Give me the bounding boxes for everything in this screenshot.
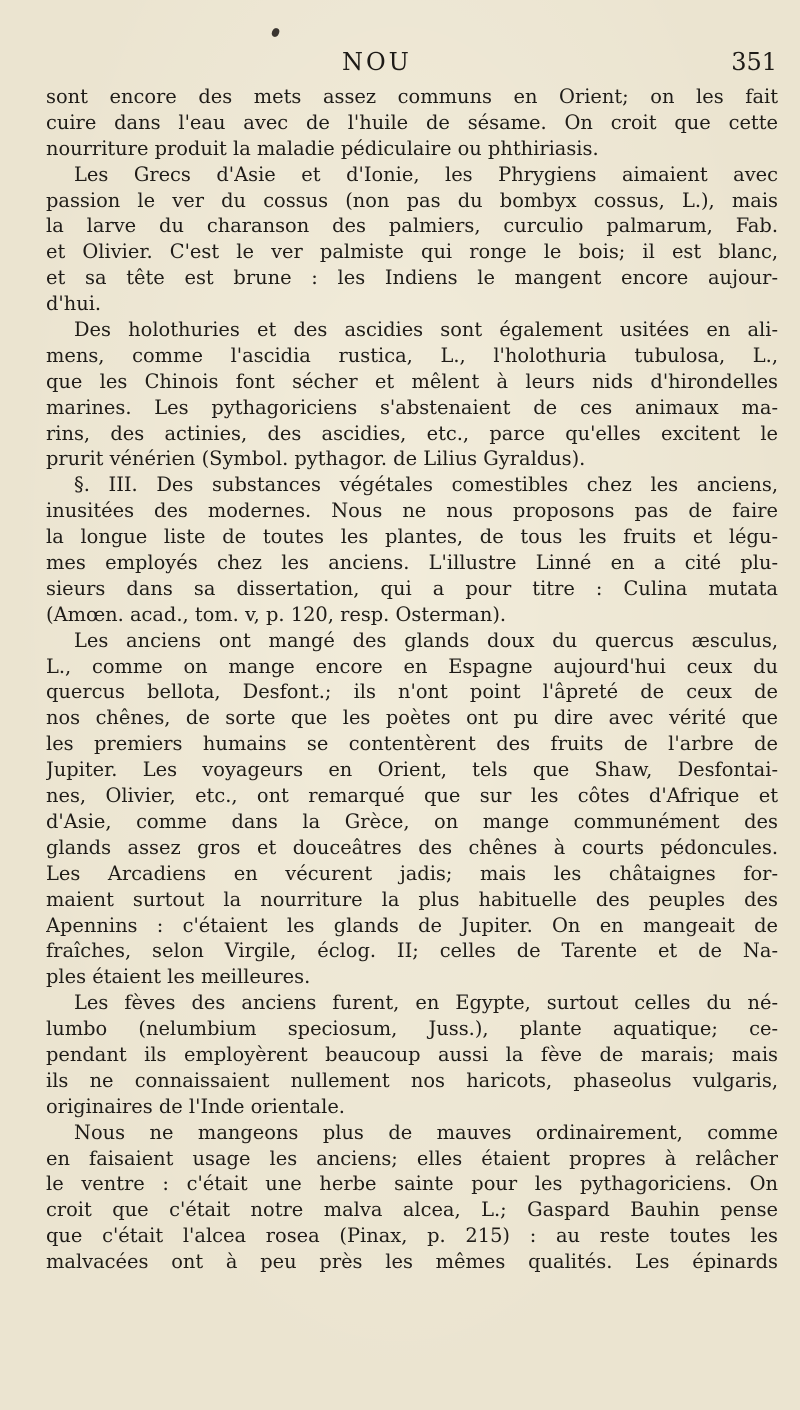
text-line: nourriture produit la maladie pédiculaire ou phthiriasis. — [46, 136, 599, 160]
text-line: Des holothuries et des ascidies sont également usitées en ali- — [74, 318, 778, 342]
text-line: que c'était l'alcea rosea (Pinax, p. 215) : au reste toutes les — [46, 1224, 778, 1248]
text-line: rins, des actinies, des ascidies, etc., parce qu'elles excitent le — [46, 421, 778, 445]
text-line: prurit vénérien (Symbol. pythagor. de Lilius Gyraldus). — [46, 447, 586, 471]
text-line: la larve du charanson des palmiers, curculio palmarum, Fab. — [46, 214, 778, 238]
text-line: cuire dans l'eau avec de l'huile de sésame. On croit que cette — [46, 110, 778, 134]
text-line: ples étaient les meilleures. — [46, 965, 311, 989]
running-header — [46, 48, 781, 82]
text-line: maient surtout la nourriture la plus habituelle des peuples des — [46, 887, 778, 911]
text-line: Les anciens ont mangé des glands doux du quercus æsculus, — [74, 628, 778, 652]
text-line: mes employés chez les anciens. L'illustre Linné en a cité plu- — [46, 551, 778, 575]
paragraph — [46, 162, 778, 317]
body-text — [46, 84, 778, 1275]
text-line: (Amœn. acad., tom. v, p. 120, resp. Osterman). — [46, 602, 507, 626]
text-line: originaires de l'Inde orientale. — [46, 1094, 345, 1118]
text-line: que les Chinois font sécher et mêlent à leurs nids d'hirondelles — [46, 369, 778, 393]
text-line: mens, comme l'ascidia rustica, L., l'holothuria tubulosa, L., — [46, 343, 778, 367]
text-line: croit que c'était notre malva alcea, L.; Gaspard Bauhin pense — [46, 1198, 778, 1222]
text-line: inusitées des modernes. Nous ne nous proposons pas de faire — [46, 499, 778, 523]
text-line: sont encore des mets assez communs en Orient; on les fait — [46, 85, 778, 108]
text-line: pendant ils employèrent beaucoup aussi la fève de marais; mais — [46, 1042, 778, 1066]
text-line: et Olivier. C'est le ver palmiste qui ronge le bois; il est blanc, — [46, 240, 778, 264]
text-line: le ventre : c'était une herbe sainte pour les pythagoriciens. On — [46, 1172, 778, 1196]
paragraph — [46, 1120, 778, 1275]
text-line: sieurs dans sa dissertation, qui a pour titre : Culina mutata — [46, 576, 778, 600]
paragraph — [46, 628, 778, 990]
text-line: L., comme on mange encore en Espagne aujourd'hui ceux du — [46, 654, 778, 678]
text-line: Les fèves des anciens furent, en Egypte, surtout celles du né- — [74, 991, 778, 1015]
text-line: quercus bellota, Desfont.; ils n'ont point l'âpreté de ceux de — [46, 680, 778, 704]
page-number: 351 — [731, 48, 777, 76]
text-line: d'Asie, comme dans la Grèce, on mange communément des — [46, 809, 778, 833]
text-line: Les Arcadiens en vécurent jadis; mais les châtaignes for- — [46, 861, 778, 885]
running-title: NOU — [342, 48, 412, 76]
text-line: les premiers humains se contentèrent des fruits de l'arbre de — [46, 732, 778, 756]
text-line: Apennins : c'étaient les glands de Jupiter. On en mangeait de — [46, 913, 778, 937]
text-line: nos chênes, de sorte que les poètes ont pu dire avec vérité que — [46, 706, 778, 730]
paragraph — [46, 990, 778, 1119]
text-line: Jupiter. Les voyageurs en Orient, tels que Shaw, Desfontai- — [46, 758, 778, 782]
paragraph — [46, 472, 778, 627]
paragraph — [46, 317, 778, 472]
text-line: d'hui. — [46, 292, 102, 316]
text-line: Nous ne mangeons plus de mauves ordinairement, comme — [74, 1120, 778, 1144]
text-line: Les Grecs d'Asie et d'Ionie, les Phrygiens aimaient avec — [74, 162, 778, 186]
text-line: glands assez gros et douceâtres des chênes à courts pédoncules. — [46, 835, 778, 859]
text-line: et sa tête est brune : les Indiens le mangent encore aujour- — [46, 266, 778, 290]
paragraph — [46, 84, 778, 162]
text-line: passion le ver du cossus (non pas du bombyx cossus, L.), mais — [46, 188, 778, 212]
text-line: lumbo (nelumbium speciosum, Juss.), plante aquatique; ce- — [46, 1017, 778, 1041]
text-line: malvacées ont à peu près les mêmes qualités. Les épinards — [46, 1250, 778, 1274]
text-line: fraîches, selon Virgile, éclog. II; celles de Tarente et de Na- — [46, 939, 778, 963]
text-line: §. III. Des substances végétales comestibles chez les anciens, — [74, 473, 778, 497]
text-line: ils ne connaissaient nullement nos haricots, phaseolus vulgaris, — [46, 1068, 778, 1092]
text-line: la longue liste de toutes les plantes, de tous les fruits et légu- — [46, 525, 778, 549]
text-line: en faisaient usage les anciens; elles étaient propres à relâcher — [46, 1146, 778, 1170]
text-line: nes, Olivier, etc., ont remarqué que sur les côtes d'Afrique et — [46, 784, 778, 808]
text-line: marines. Les pythagoriciens s'abstenaient de ces animaux ma- — [46, 395, 778, 419]
ink-speck — [271, 27, 281, 38]
